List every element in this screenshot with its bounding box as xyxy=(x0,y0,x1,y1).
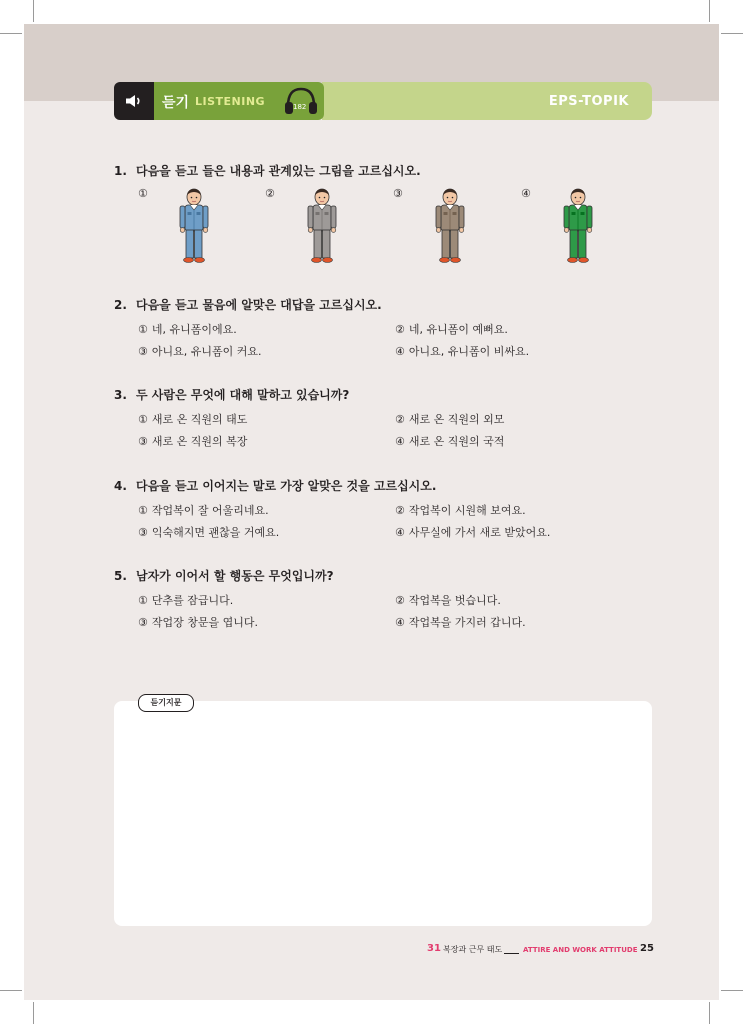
option-1[interactable]: ① 새로 온 직원의 태도 xyxy=(138,413,248,426)
figure-label: ③ xyxy=(393,187,403,200)
speaker-icon xyxy=(125,94,143,108)
figure-label: ④ xyxy=(521,187,531,200)
question-3 xyxy=(114,386,349,403)
chapter-title-ko: 복장과 근무 태도 xyxy=(443,945,503,954)
option-3[interactable]: ③ 익숙해지면 괜찮을 거예요. xyxy=(138,526,280,539)
footer-divider xyxy=(504,953,519,954)
page-number: 25 xyxy=(640,943,654,954)
option-1[interactable]: ① 작업복이 잘 어울리네요. xyxy=(138,504,269,517)
option-2[interactable]: ② 작업복을 벗습니다. xyxy=(395,594,501,607)
question-text: 남자가 이어서 할 행동은 무엇입니까? xyxy=(136,569,334,583)
script-box xyxy=(114,701,652,926)
brand-label: EPS-TOPIK xyxy=(548,94,629,109)
figure-label: ① xyxy=(138,187,148,200)
figure-label: ② xyxy=(265,187,275,200)
option-3[interactable]: ③ 아니요, 유니폼이 커요. xyxy=(138,345,262,358)
option-4[interactable]: ④ 사무실에 가서 새로 받았어요. xyxy=(395,526,551,539)
headphones-icon xyxy=(284,86,318,116)
option-4[interactable]: ④ 작업복을 가지러 갑니다. xyxy=(395,616,526,629)
worker-figure-2[interactable] xyxy=(305,188,339,264)
crop-mark xyxy=(0,33,22,34)
option-2[interactable]: ② 작업복이 시원해 보여요. xyxy=(395,504,526,517)
chapter-number: 31 xyxy=(427,943,441,954)
question-text: 다음을 듣고 들은 내용과 관계있는 그림을 고르십시오. xyxy=(136,164,421,178)
question-4 xyxy=(114,477,436,494)
worker-figure-4[interactable] xyxy=(561,188,595,264)
speaker-button[interactable] xyxy=(114,82,154,120)
option-4[interactable]: ④ 아니요, 유니폼이 비싸요. xyxy=(395,345,530,358)
crop-mark xyxy=(709,0,710,22)
question-number: 5. xyxy=(114,569,127,583)
question-2 xyxy=(114,296,382,313)
question-1 xyxy=(114,162,421,179)
option-1[interactable]: ① 단추를 잠급니다. xyxy=(138,594,234,607)
script-label: 듣기지문 xyxy=(138,694,194,712)
option-4[interactable]: ④ 새로 온 직원의 국적 xyxy=(395,435,505,448)
crop-mark xyxy=(33,0,34,22)
option-1[interactable]: ① 네, 유니폼이에요. xyxy=(138,323,237,336)
worker-figure-3[interactable] xyxy=(433,188,467,264)
crop-mark xyxy=(0,990,22,991)
question-5 xyxy=(114,567,334,584)
option-2[interactable]: ② 네, 유니폼이 예뻐요. xyxy=(395,323,508,336)
track-number: 182 xyxy=(293,103,307,111)
option-2[interactable]: ② 새로 온 직원의 외모 xyxy=(395,413,505,426)
crop-mark xyxy=(709,1002,710,1024)
worker-figure-1[interactable] xyxy=(177,188,211,264)
option-3[interactable]: ③ 새로 온 직원의 복장 xyxy=(138,435,248,448)
question-text: 다음을 듣고 물음에 알맞은 대답을 고르십시오. xyxy=(136,298,382,312)
question-text: 두 사람은 무엇에 대해 말하고 있습니까? xyxy=(136,388,350,402)
question-number: 1. xyxy=(114,164,127,178)
question-text: 다음을 듣고 이어지는 말로 가장 알맞은 것을 고르십시오. xyxy=(136,479,437,493)
section-title-en: LISTENING xyxy=(195,95,266,108)
option-3[interactable]: ③ 작업장 창문을 엽니다. xyxy=(138,616,258,629)
crop-mark xyxy=(721,33,743,34)
question-number: 2. xyxy=(114,298,127,312)
question-number: 3. xyxy=(114,388,127,402)
chapter-title-en: ATTIRE AND WORK ATTITUDE xyxy=(523,946,638,954)
question-number: 4. xyxy=(114,479,127,493)
crop-mark xyxy=(33,1002,34,1024)
section-title-ko: 듣기 xyxy=(162,95,190,111)
crop-mark xyxy=(721,990,743,991)
